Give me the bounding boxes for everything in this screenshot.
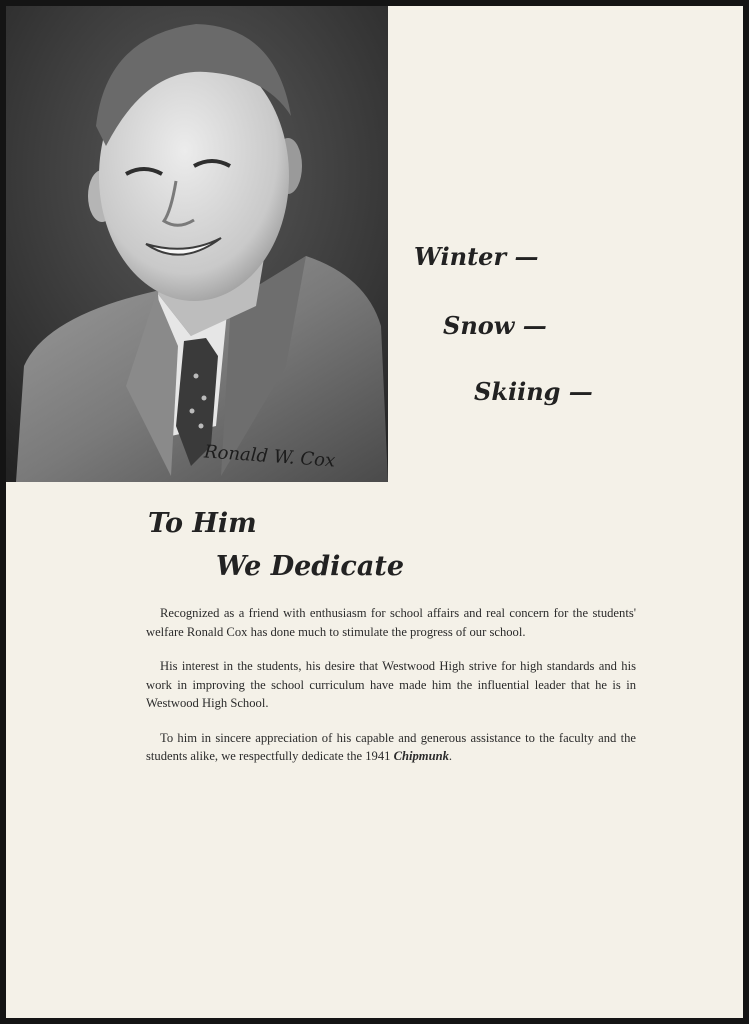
paragraph-3 (146, 729, 636, 766)
slogan-snow: Snow — (443, 311, 547, 340)
yearbook-title: Chipmunk (393, 749, 449, 763)
heading-line-1: To Him (148, 508, 257, 539)
slogan-winter: Winter — (414, 242, 539, 271)
paragraph-2: His interest in the students, his desire that Westwood High strive for high standards and his work in improving the school curriculum have made him the influential leader that he is in Westwood High School. (146, 659, 636, 710)
paragraph-3-text: To him in sincere appreciation of his capable and generous assistance to the faculty and the students alike, we respectfully dedicate the 1941 (146, 730, 636, 763)
slogan-skiing: Skiing — (474, 377, 593, 406)
portrait-signature: Ronald W. Cox (203, 441, 336, 472)
paragraph-1: Recognized as a friend with enthusiasm for school affairs and real concern for the students' welfare Ronald Cox has done much to stimulate the progress of our school. (146, 606, 636, 639)
portrait-photo (6, 6, 388, 482)
heading-line-2: We Dedicate (216, 551, 405, 582)
paragraph-3-end: . (448, 749, 453, 763)
dedication-text (146, 604, 636, 782)
yearbook-page (6, 6, 743, 1018)
